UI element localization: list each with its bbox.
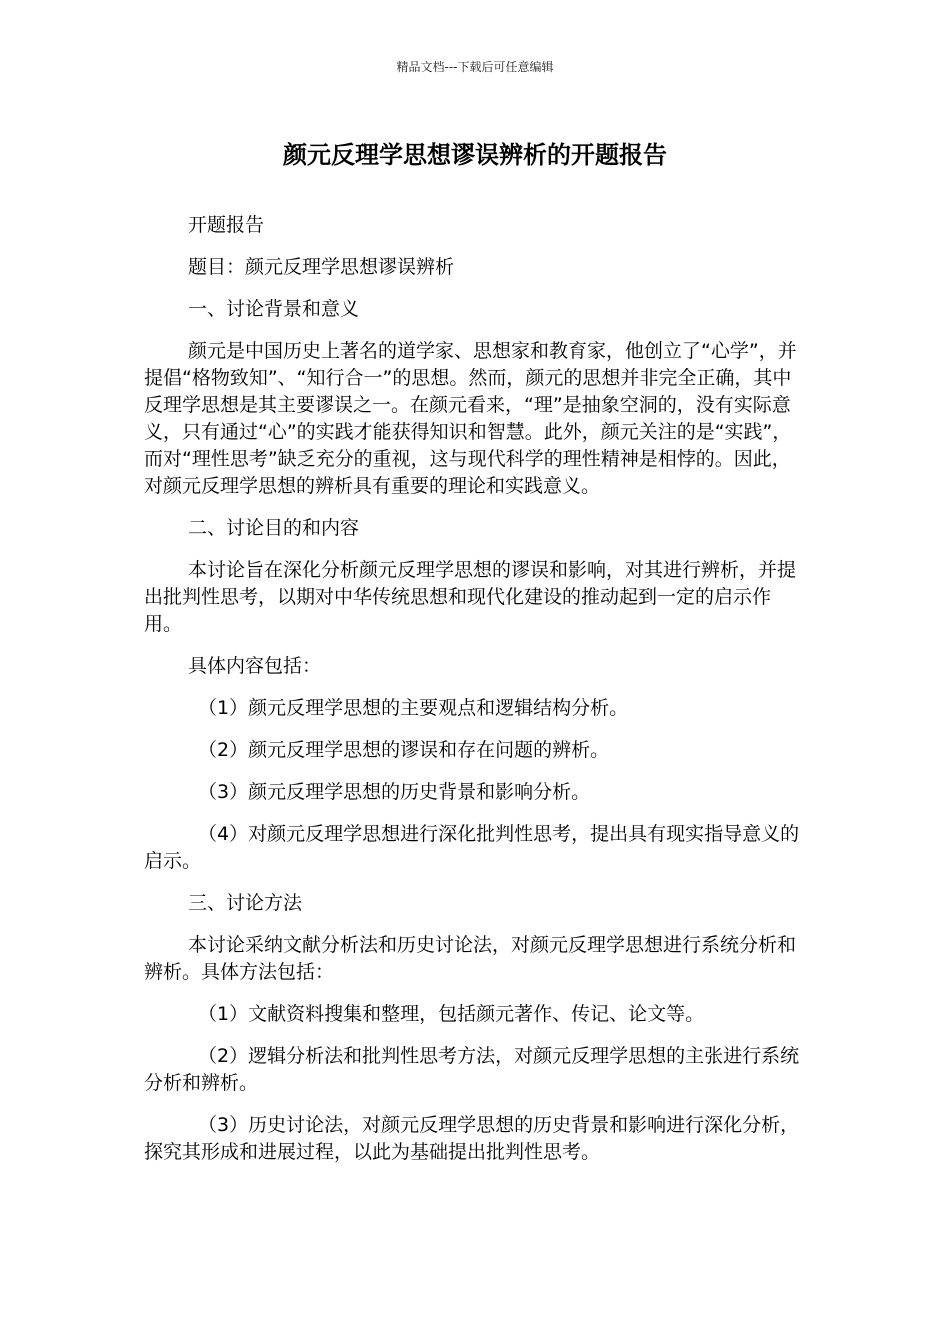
method-item: （1）文献资料搜集和整理，包括颜元著作、传记、论文等。 <box>198 1003 705 1025</box>
page-header: 精品文档---下载后可任意编辑 <box>396 60 554 74</box>
paragraph-purpose: 本讨论旨在深化分析颜元反理学思想的谬误和影响，对其进行辨析，并提出批判性思考，以期对中华传统思想和现代化建设的推动起到一定的启示作用。 <box>144 559 797 635</box>
paragraph-method: 本讨论采纳文献分析法和历史讨论法，对颜元反理学思想进行系统分析和辨析。具体方法包括： <box>144 934 797 983</box>
content-item: （1）颜元反理学思想的主要观点和逻辑结构分析。 <box>198 697 629 719</box>
paragraph-background: 颜元是中国历史上著名的道学家、思想家和教育家，他创立了“心学”，并提倡“格物致知”、“知行合一”的思想。然而，颜元的思想并非完全正确，其中反理学思想是其主要谬误之一。在颜元看来，“理”是抽象空洞的，没有实际意义，只有通过“心”的实践才能获得知识和智慧。此外，颜元关注的是“实践”，而对“理性思考”缺乏充分的重视，这与现代科学的理性精神是相悖的。因此，对颜元反理学思想的辨析具有重要的理论和实践意义。 <box>144 340 797 497</box>
content-item: （4）对颜元反理学思想进行深化批判性思考，提出具有现实指导意义的启示。 <box>144 823 800 872</box>
content-item: （3）颜元反理学思想的历史背景和影响分析。 <box>198 781 591 803</box>
section-heading-method: 三、讨论方法 <box>188 892 303 914</box>
label-report: 开题报告 <box>188 214 265 236</box>
section-heading-purpose: 二、讨论目的和内容 <box>188 517 360 539</box>
method-item: （2）逻辑分析法和批判性思考方法，对颜元反理学思想的主张进行系统分析和辨析。 <box>144 1045 800 1094</box>
content-intro: 具体内容包括： <box>188 655 322 677</box>
subject-line: 题目：颜元反理学思想谬误辨析 <box>188 256 455 278</box>
document-body <box>144 212 806 1166</box>
document-title: 颜元反理学思想谬误辨析的开题报告 <box>283 141 667 169</box>
method-item: （3）历史讨论法，对颜元反理学思想的历史背景和影响进行深化分析，探究其形成和进展过程，以此为基础提出批判性思考。 <box>144 1114 800 1163</box>
content-item: （2）颜元反理学思想的谬误和存在问题的辨析。 <box>198 739 610 761</box>
section-heading-background: 一、讨论背景和意义 <box>188 298 360 320</box>
